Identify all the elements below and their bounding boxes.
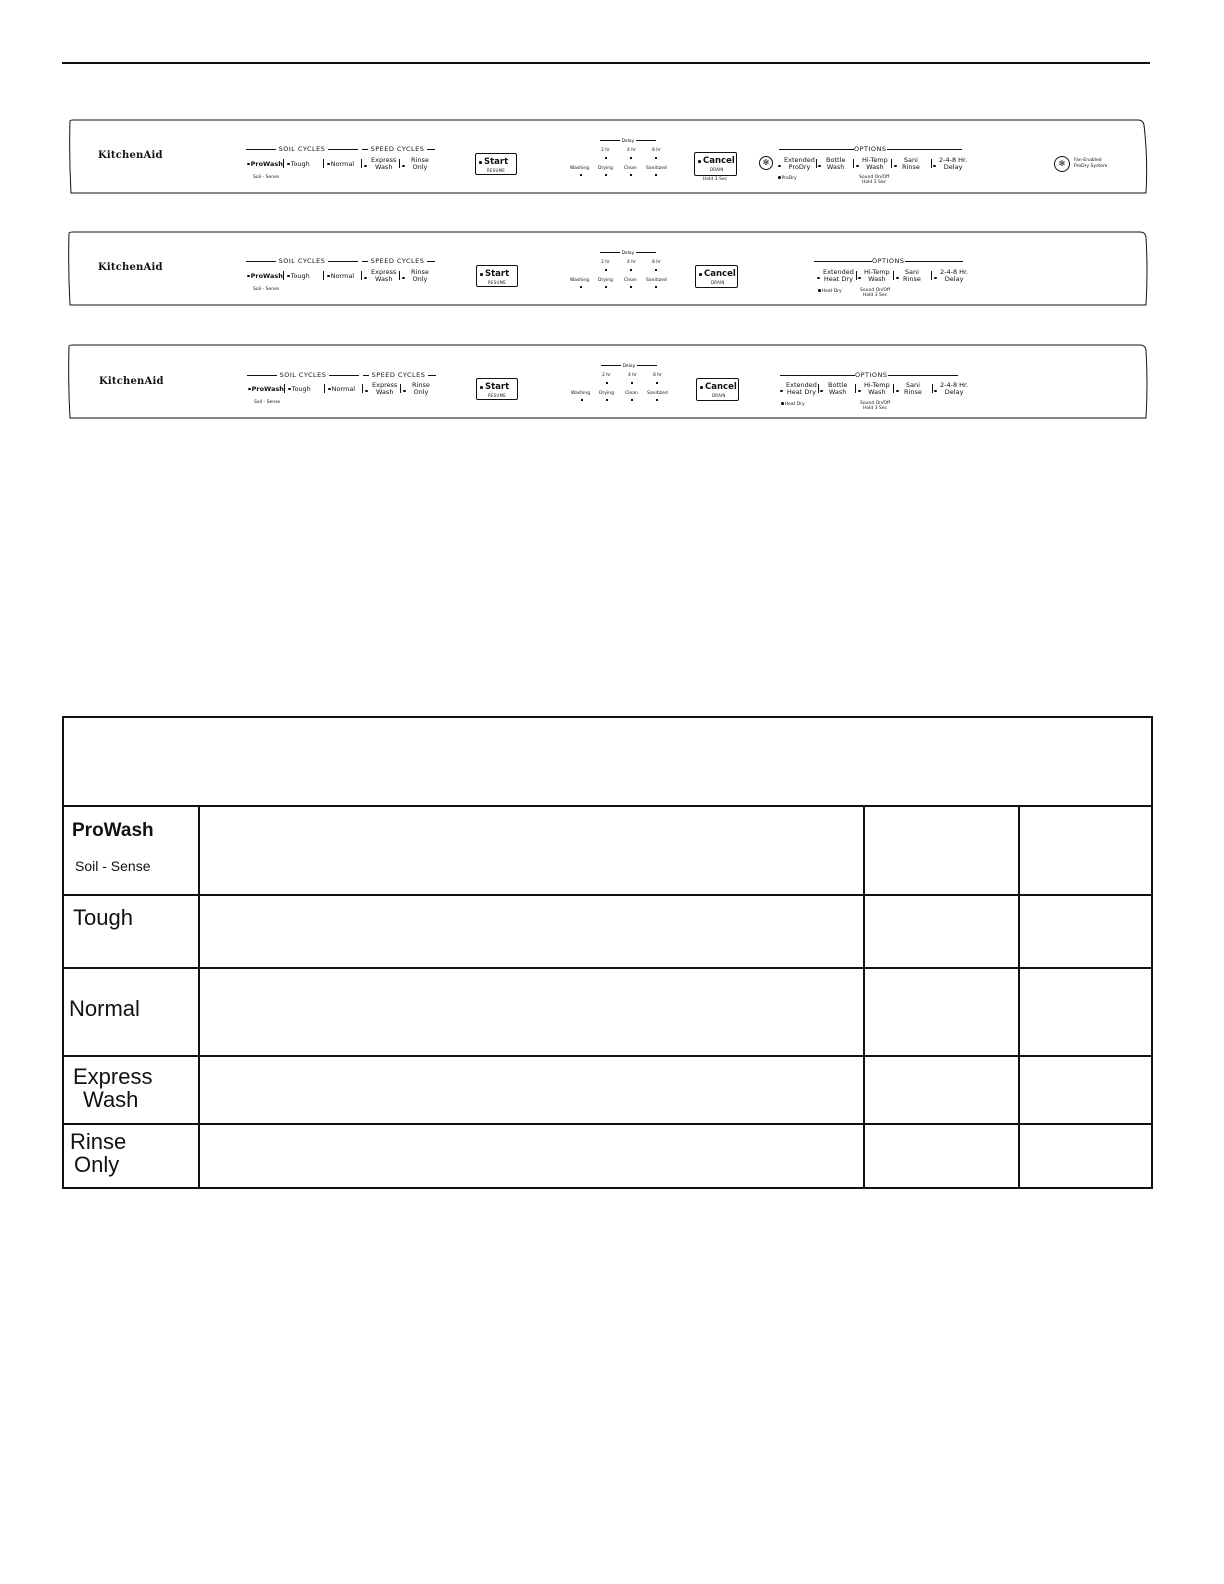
control-panel-3 bbox=[66, 344, 1148, 420]
delay-button[interactable]: 2-4-8 Hr. Delay bbox=[939, 156, 968, 171]
fan-icon: ✻ bbox=[759, 156, 773, 170]
cycle-name-line2: Only bbox=[74, 1152, 120, 1177]
soil-sense-label: Soil - Sense bbox=[254, 400, 281, 405]
cancel-hold-label: Hold 3 Sec bbox=[703, 177, 728, 182]
table-cell bbox=[199, 806, 864, 895]
divider bbox=[362, 384, 363, 393]
washing-label: Washing bbox=[571, 391, 591, 396]
table-cell bbox=[864, 1056, 1019, 1124]
express-dot bbox=[364, 275, 368, 282]
delay-dot bbox=[933, 163, 937, 170]
rinse-only-button[interactable]: Rinse Only bbox=[411, 156, 429, 171]
start-indicator bbox=[480, 386, 483, 389]
start-indicator bbox=[479, 161, 482, 164]
drying-label: Drying bbox=[598, 166, 613, 171]
extended-heat-dry-button[interactable]: Extended Heat Dry bbox=[786, 381, 817, 396]
tough-button[interactable]: Tough bbox=[287, 161, 310, 168]
soil-cycles-heading: SOIL CYCLES bbox=[246, 258, 358, 265]
delay-4hr-light bbox=[630, 269, 632, 271]
divider bbox=[893, 384, 894, 393]
delay-button[interactable]: 2-4-8 Hr. Delay bbox=[940, 381, 969, 396]
delay-8hr-light bbox=[655, 269, 657, 271]
table-row bbox=[63, 1124, 1152, 1188]
cancel-button[interactable]: Cancel DRAIN bbox=[695, 265, 738, 288]
rinse-dot bbox=[402, 163, 406, 170]
clean-label: Clean bbox=[625, 391, 638, 396]
cancel-button[interactable]: Cancel DRAIN bbox=[694, 152, 737, 176]
table-header-row bbox=[63, 717, 1152, 806]
tough-button[interactable]: Tough bbox=[287, 273, 310, 280]
ext-dot bbox=[780, 388, 784, 395]
cancel-button[interactable]: Cancel DRAIN bbox=[696, 378, 739, 401]
express-dot bbox=[365, 388, 369, 395]
options-heading: OPTIONS bbox=[779, 146, 962, 153]
normal-button[interactable]: Normal bbox=[327, 273, 354, 280]
delay-4hr-label: 4 hr bbox=[627, 260, 636, 265]
sound-on-off-label: Sound On/Off Hold 3 Sec bbox=[860, 288, 891, 298]
clean-light bbox=[630, 174, 632, 176]
hi-temp-wash-button[interactable]: Hi-Temp Wash bbox=[864, 268, 890, 283]
sani-rinse-button[interactable]: Sani Rinse bbox=[902, 156, 920, 171]
delay-2hr-label: 2 hr bbox=[601, 148, 610, 153]
delay-8hr-label: 8 hr bbox=[652, 260, 661, 265]
drying-label: Drying bbox=[599, 391, 614, 396]
speed-cycles-heading: SPEED CYCLES bbox=[363, 372, 436, 379]
rinse-dot bbox=[402, 275, 406, 282]
sani-dot bbox=[894, 163, 898, 170]
hitemp-dot bbox=[856, 163, 860, 170]
divider bbox=[818, 384, 819, 393]
sani-rinse-button[interactable]: Sani Rinse bbox=[904, 381, 922, 396]
table-cell bbox=[199, 1124, 864, 1188]
delay-dot bbox=[934, 388, 938, 395]
cycle-name: Tough bbox=[73, 905, 133, 930]
divider bbox=[816, 159, 817, 168]
soil-cycles-heading: SOIL CYCLES bbox=[247, 372, 359, 379]
cycle-cell-prowash bbox=[63, 806, 199, 895]
divider bbox=[283, 159, 284, 168]
rinse-only-button[interactable]: Rinse Only bbox=[412, 381, 430, 396]
delay-8hr-light bbox=[655, 157, 657, 159]
fan-enabled-icon: ✻ bbox=[1054, 156, 1070, 172]
start-button[interactable]: Start RESUME bbox=[476, 265, 518, 287]
delay-2hr-label: 2 hr bbox=[602, 373, 611, 378]
washing-label: Washing bbox=[570, 166, 590, 171]
delay-heading: Delay bbox=[600, 252, 656, 257]
table-cell bbox=[1019, 1056, 1152, 1124]
delay-2hr-light bbox=[605, 157, 607, 159]
sani-rinse-button[interactable]: Sani Rinse bbox=[903, 268, 921, 283]
drying-light bbox=[605, 174, 607, 176]
divider bbox=[931, 271, 932, 280]
normal-button[interactable]: Normal bbox=[327, 161, 354, 168]
sani-dot bbox=[896, 275, 900, 282]
table-cell bbox=[1019, 895, 1152, 968]
hi-temp-wash-button[interactable]: Hi-Temp Wash bbox=[864, 381, 890, 396]
cycle-cell-express-wash bbox=[63, 1056, 199, 1124]
sanitized-label: Sanitized bbox=[646, 166, 667, 171]
divider bbox=[893, 271, 894, 280]
divider bbox=[853, 159, 854, 168]
delay-4hr-light bbox=[631, 382, 633, 384]
sanitized-light bbox=[656, 399, 658, 401]
control-panel-1 bbox=[66, 119, 1148, 195]
cycle-name-line1: Express bbox=[73, 1064, 153, 1089]
cycle-name: Normal bbox=[69, 996, 140, 1021]
divider bbox=[891, 159, 892, 168]
bottle-wash-button[interactable]: Bottle Wash bbox=[826, 156, 846, 171]
prodry-indicator: ProDry bbox=[778, 176, 797, 181]
washing-light bbox=[580, 286, 582, 288]
heat-dry-indicator: Heat Dry bbox=[781, 402, 805, 407]
cycle-name-line1: Rinse bbox=[70, 1129, 127, 1154]
cycle-cell-tough bbox=[63, 895, 199, 968]
drying-label: Drying bbox=[598, 278, 613, 283]
delay-4hr-label: 4 hr bbox=[628, 373, 637, 378]
table-header-cell bbox=[63, 717, 1152, 806]
delay-8hr-light bbox=[656, 382, 658, 384]
start-button[interactable]: Start RESUME bbox=[476, 378, 518, 400]
hi-temp-wash-button[interactable]: Hi-Temp Wash bbox=[862, 156, 888, 171]
delay-8hr-label: 8 hr bbox=[653, 373, 662, 378]
delay-4hr-label: 4 hr bbox=[627, 148, 636, 153]
divider bbox=[323, 159, 324, 168]
ext-dot bbox=[778, 163, 782, 170]
bottle-dot bbox=[820, 388, 824, 395]
brand-logo: KitchenAid bbox=[99, 376, 164, 387]
table-cell bbox=[864, 806, 1019, 895]
table-cell bbox=[1019, 968, 1152, 1056]
bottle-dot bbox=[818, 163, 822, 170]
speed-cycles-heading: SPEED CYCLES bbox=[362, 258, 435, 265]
divider bbox=[323, 271, 324, 280]
options-heading: OPTIONS bbox=[814, 258, 963, 265]
cycle-name-line2: Wash bbox=[83, 1087, 139, 1112]
cycle-cell-normal bbox=[63, 968, 199, 1056]
delay-4hr-light bbox=[630, 157, 632, 159]
sanitized-label: Sanitized bbox=[646, 278, 667, 283]
start-indicator bbox=[480, 273, 483, 276]
table-cell bbox=[199, 895, 864, 968]
table-cell bbox=[864, 1124, 1019, 1188]
delay-button[interactable]: 2-4-8 Hr. Delay bbox=[940, 268, 969, 283]
divider bbox=[855, 384, 856, 393]
clean-label: Clean bbox=[624, 166, 637, 171]
table-cell bbox=[199, 1056, 864, 1124]
start-button[interactable]: Start RESUME bbox=[475, 153, 517, 175]
express-dot bbox=[364, 163, 368, 170]
delay-8hr-label: 8 hr bbox=[652, 148, 661, 153]
cycle-name: ProWash bbox=[72, 820, 154, 841]
soil-sense-label: Soil - Sense bbox=[253, 287, 280, 292]
divider bbox=[284, 384, 285, 393]
cancel-indicator bbox=[700, 386, 703, 389]
express-wash-button[interactable]: Express Wash bbox=[371, 268, 397, 283]
cycle-table bbox=[62, 716, 1153, 1189]
prowash-button[interactable]: ProWash bbox=[247, 273, 283, 280]
cancel-indicator bbox=[698, 160, 701, 163]
table-cell bbox=[864, 968, 1019, 1056]
heat-dry-indicator: Heat Dry bbox=[818, 289, 842, 294]
table-row bbox=[63, 1056, 1152, 1124]
divider bbox=[324, 384, 325, 393]
divider bbox=[399, 159, 400, 168]
drying-light bbox=[605, 286, 607, 288]
table-cell bbox=[1019, 1124, 1152, 1188]
hitemp-dot bbox=[858, 275, 862, 282]
fan-enabled-label: Fan-Enabled ProDry System bbox=[1074, 158, 1108, 169]
table-cell bbox=[1019, 806, 1152, 895]
delay-2hr-label: 2 hr bbox=[601, 260, 610, 265]
extended-prodry-button[interactable]: Extended ProDry bbox=[784, 156, 815, 171]
cycle-subtitle: Soil - Sense bbox=[75, 858, 151, 874]
sound-on-off-label: Sound On/Off Hold 3 Sec bbox=[860, 401, 891, 411]
rinse-dot bbox=[403, 388, 407, 395]
divider bbox=[931, 159, 932, 168]
normal-button[interactable]: Normal bbox=[328, 386, 355, 393]
top-rule bbox=[62, 62, 1150, 64]
table-cell bbox=[864, 895, 1019, 968]
ext-dot bbox=[817, 275, 821, 282]
delay-2hr-light bbox=[606, 382, 608, 384]
table-cell bbox=[199, 968, 864, 1056]
divider bbox=[932, 384, 933, 393]
extended-heat-dry-button[interactable]: Extended Heat Dry bbox=[823, 268, 854, 283]
divider bbox=[400, 384, 401, 393]
clean-light bbox=[630, 286, 632, 288]
divider bbox=[361, 159, 362, 168]
delay-heading: Delay bbox=[601, 365, 657, 370]
sanitized-light bbox=[655, 174, 657, 176]
table-row bbox=[63, 895, 1152, 968]
tough-button[interactable]: Tough bbox=[288, 386, 311, 393]
clean-light bbox=[631, 399, 633, 401]
express-wash-button[interactable]: Express Wash bbox=[371, 156, 397, 171]
divider bbox=[283, 271, 284, 280]
delay-dot bbox=[934, 275, 938, 282]
brand-logo: KitchenAid bbox=[98, 150, 163, 161]
brand-logo: KitchenAid bbox=[98, 262, 163, 273]
rinse-only-button[interactable]: Rinse Only bbox=[411, 268, 429, 283]
sanitized-light bbox=[655, 286, 657, 288]
delay-heading: Delay bbox=[600, 140, 656, 145]
washing-light bbox=[580, 174, 582, 176]
clean-label: Clean bbox=[624, 278, 637, 283]
drying-light bbox=[606, 399, 608, 401]
soil-sense-label: Soil - Sense bbox=[253, 175, 280, 180]
divider bbox=[856, 271, 857, 280]
sani-dot bbox=[896, 388, 900, 395]
prowash-button[interactable]: ProWash bbox=[247, 161, 283, 168]
express-wash-button[interactable]: Express Wash bbox=[372, 381, 398, 396]
sound-on-off-label: Sound On/Off Hold 3 Sec bbox=[859, 175, 890, 185]
table-row bbox=[63, 968, 1152, 1056]
options-heading: OPTIONS bbox=[780, 372, 958, 379]
sanitized-label: Sanitized bbox=[647, 391, 668, 396]
bottle-wash-button[interactable]: Bottle Wash bbox=[828, 381, 848, 396]
soil-cycles-heading: SOIL CYCLES bbox=[246, 146, 358, 153]
control-panel-2 bbox=[66, 231, 1148, 307]
divider bbox=[361, 271, 362, 280]
table-row bbox=[63, 806, 1152, 895]
washing-light bbox=[581, 399, 583, 401]
cycle-cell-rinse-only bbox=[63, 1124, 199, 1188]
washing-label: Washing bbox=[570, 278, 590, 283]
hitemp-dot bbox=[858, 388, 862, 395]
speed-cycles-heading: SPEED CYCLES bbox=[362, 146, 435, 153]
delay-2hr-light bbox=[605, 269, 607, 271]
prowash-button[interactable]: ProWash bbox=[248, 386, 284, 393]
cancel-indicator bbox=[699, 273, 702, 276]
divider bbox=[399, 271, 400, 280]
